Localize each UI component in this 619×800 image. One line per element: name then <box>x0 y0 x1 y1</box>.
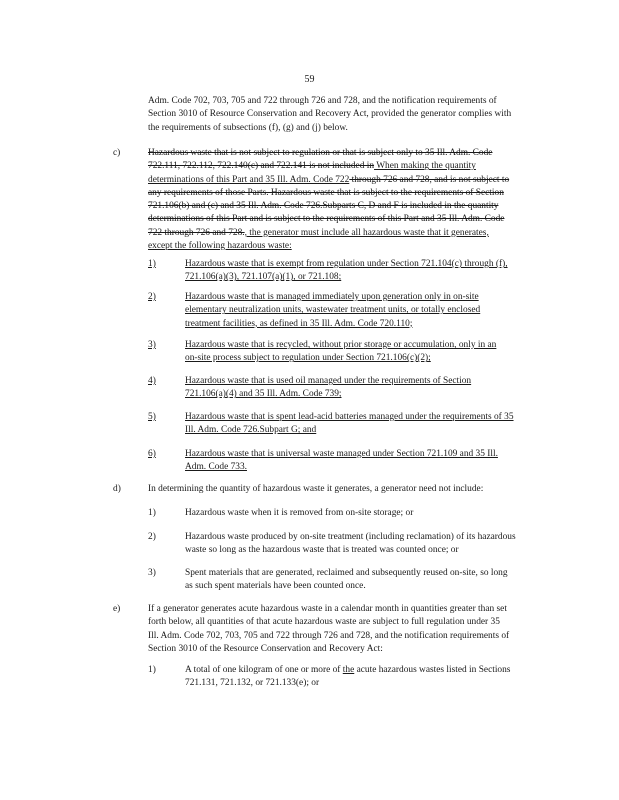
item-number: 6) <box>148 449 156 459</box>
list-item: Hazardous waste that is used oil managed under the requirements of Section 721.106(a)(4) and 35 Ill. Adm. Code 739; <box>185 376 472 400</box>
section-c-line: 721.106(b) and (c) and 35 Ill. Adm. Code 726.Subparts C, D and F is included in the quantity <box>148 201 499 212</box>
section-e-label: e) <box>113 604 121 614</box>
section-d-label: d) <box>113 484 121 494</box>
item-number: 3) <box>148 340 156 350</box>
list-item: A total of one kilogram of one or more of the acute hazardous wastes listed in Sections 721.131, 721.132, or 721.133(e); or <box>185 665 511 689</box>
item-number: 4) <box>148 376 156 386</box>
section-c-line: Hazardous waste that is not subject to regulation or that is subject only to 35 Ill. Adm. Code <box>148 148 493 158</box>
list-item: Hazardous waste that is spent lead-acid batteries managed under the requirements of 35 Ill. Adm. Code 726.Subpart G; and <box>185 412 514 436</box>
intro-line: Section 3010 of Resource Conservation and Recovery Act, provided the generator complies with <box>148 109 512 120</box>
section-c-line: except the following hazardous waste: <box>148 241 292 252</box>
item-number: 5) <box>148 412 156 422</box>
intro-paragraph <box>148 95 511 135</box>
item-number: 3) <box>148 568 156 578</box>
intro-line: the requirements of subsections (f), (g) and (j) below. <box>148 122 348 133</box>
page-number: 59 <box>304 74 315 85</box>
section-c-line: any requirements of those Parts. Hazardous waste that is subject to the requirements of Section <box>148 187 504 198</box>
section-c-label: c) <box>113 148 121 158</box>
intro-line: Adm. Code 702, 703, 705 and 722 through 726 and 728, and the notification requirements of <box>148 96 497 106</box>
section-c-line: 722.111, 722.112, 722.140(c) and 722.141 is not included in When making the quantity <box>148 161 476 172</box>
list-item: Hazardous waste that is recycled, without prior storage or accumulation, only in an on-site process subject to regulation under Section 721.106(c)(2); <box>185 340 497 364</box>
list-item: Hazardous waste that is exempt from regulation under Section 721.104(c) through (f), 721.106(a)(3), 721.107(a)(1), or 721.108; <box>185 259 508 283</box>
list-item: Spent materials that are generated, reclaimed and subsequently reused on-site, so long as such spent materials have been counted once. <box>185 568 508 592</box>
item-number: 1) <box>148 508 156 518</box>
list-item: Hazardous waste that is universal waste managed under Section 721.109 and 35 Ill. Adm. Code 733. <box>185 449 498 473</box>
item-number: 2) <box>148 292 156 302</box>
section-c-line: 722 through 726 and 728., the generator must include all hazardous waste that it generates, <box>148 227 489 238</box>
section-d-paragraph: In determining the quantity of hazardous waste it generates, a generator need not include: <box>148 484 484 494</box>
item-number: 1) <box>148 665 156 675</box>
section-c-line: determinations of this Part and 35 Ill. Adm. Code 722 through 726 and 728, and is not subject to <box>148 174 510 185</box>
list-item: Hazardous waste when it is removed from on-site storage; or <box>185 508 414 518</box>
section-c-paragraph <box>148 147 509 253</box>
section-e-paragraph: If a generator generates acute hazardous waste in a calendar month in quantities greater than set forth below, all quantities of that acute hazardous waste are subject to full regulation under 35 Ill. Adm. Code 702, 703, 705 and 722 through 726 and 728, and the notification requirements of Section 3010 of the Resource Conservation and Recovery Act: <box>148 604 510 654</box>
item-number: 2) <box>148 532 156 542</box>
list-item: Hazardous waste produced by on-site treatment (including reclamation) of its hazardous waste so long as the hazardous waste that is treated was counted once; or <box>185 532 516 556</box>
item-number: 1) <box>148 259 156 269</box>
list-item: Hazardous waste that is managed immediately upon generation only in on-site elementary neutralization units, wastewater treatment units, or totally enclosed treatment facilities, as defined in 35 Ill. Adm. Code 720.110; <box>185 292 481 329</box>
section-c-line: determinations of this Part and is subject to the requirements of this Part and 35 Ill. Adm. Code <box>148 214 505 225</box>
